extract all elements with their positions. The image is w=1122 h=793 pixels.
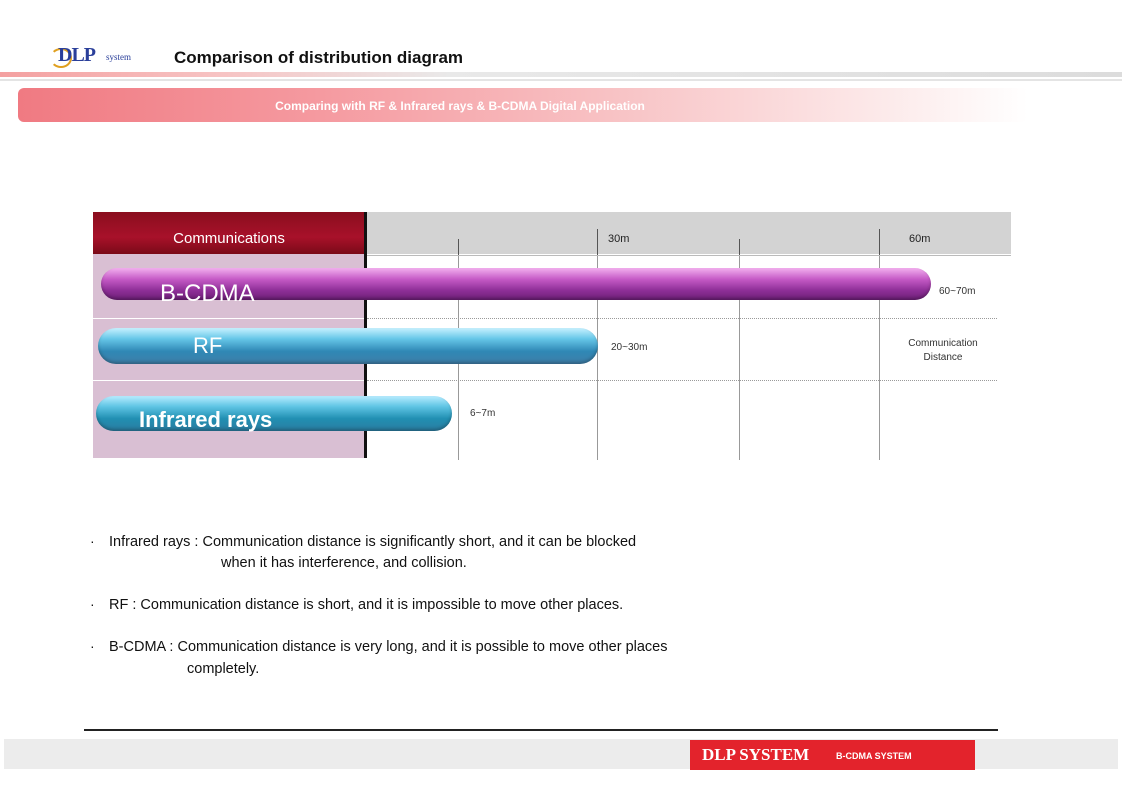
note-infrared-line-1: Infrared rays : Communication distance is significantly short, and it can be blocked [109, 534, 637, 550]
row-gridline [367, 318, 997, 319]
rf-label: RF [193, 333, 223, 358]
logo-subtext: system [106, 52, 132, 62]
rf-range-label: 20~30m [611, 342, 648, 353]
footer-brand-name: DLP SYSTEM [702, 745, 810, 764]
infrared-range-label: 6~7m [470, 408, 496, 419]
note-bullet: · [90, 638, 95, 654]
page-title: Comparison of distribution diagram [174, 48, 464, 67]
note-bcdma-line-1: B-CDMA : Communication distance is very long, and it is possible to move other places [109, 639, 668, 655]
note-rf-line-1: RF : Communication distance is short, and it is impossible to move other places. [109, 597, 624, 613]
bcdma-range-label: 60~70m [939, 286, 976, 297]
scale-tick [739, 239, 740, 255]
scale-tick [458, 239, 459, 255]
note-bullet: · [90, 596, 95, 612]
dlp-logo [48, 42, 132, 70]
row-divider [93, 318, 365, 319]
scale-tick-60m [879, 229, 880, 255]
scale-label-30m: 30m [608, 233, 630, 245]
note-bcdma-line-2: completely. [187, 661, 260, 677]
scale-tick-30m [597, 229, 598, 255]
row-gridline [367, 380, 997, 381]
communications-header: Communications [93, 212, 365, 254]
scale-baseline [365, 255, 1011, 256]
note-bullet: · [90, 533, 95, 549]
infrared-label: Infrared rays [139, 407, 273, 432]
footer-divider [84, 729, 998, 731]
logo-text: DLP [58, 44, 95, 66]
header-divider [0, 72, 1122, 77]
row-divider [93, 380, 365, 381]
subtitle-banner-text: Comparing with RF & Infrared rays & B-CDMA Digital Application [275, 99, 645, 113]
axis-note-line-2: Distance [923, 352, 963, 363]
bcdma-label: B-CDMA [160, 280, 255, 307]
footer-brand-subtitle: B-CDMA SYSTEM [836, 751, 912, 761]
rf-range-bar [98, 328, 598, 364]
scale-label-60m: 60m [909, 233, 931, 245]
axis-note-line-1: Communication [908, 338, 978, 349]
axis-note [893, 337, 993, 365]
note-infrared-line-2: when it has interference, and collision. [221, 555, 467, 571]
header-divider-secondary [0, 79, 1122, 81]
